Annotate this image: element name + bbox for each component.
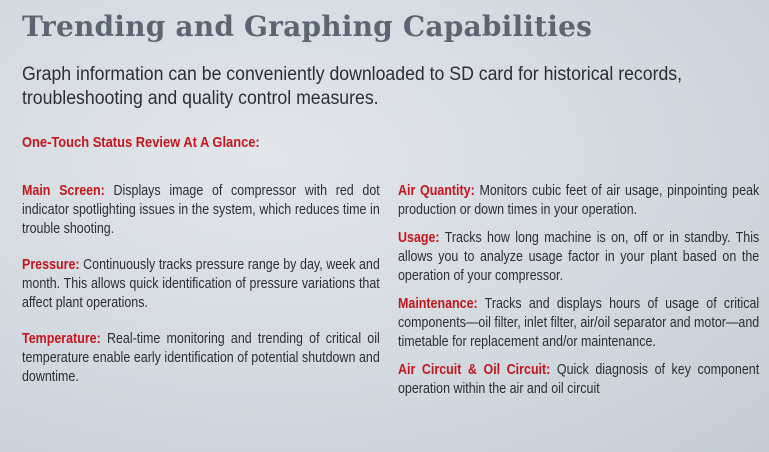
intro-paragraph: Graph information can be conveniently downloaded to SD card for historical records, troubleshooting and quality control measures. xyxy=(22,64,683,109)
feature-description: Tracks and displays hours of usage of critical components—oil filter, inlet filter, air/oil separator and motor—and timetable for replacement and/or maintenance. xyxy=(398,296,760,350)
features-right-column xyxy=(398,182,759,408)
feature-air-quantity xyxy=(398,182,759,220)
feature-usage xyxy=(398,229,759,286)
section-subheading: One-Touch Status Review At A Glance: xyxy=(22,134,260,151)
feature-description: Quick diagnosis of key component operation within the air and oil circuit xyxy=(398,362,760,397)
feature-air-oil-circuit xyxy=(398,361,759,399)
feature-description: Real-time monitoring and trending of critical oil temperature enable early identification of potential shutdown and downtime. xyxy=(22,331,380,385)
page-title: Trending and Graphing Capabilities xyxy=(22,10,593,43)
feature-label: Main Screen: xyxy=(22,183,105,199)
feature-pressure xyxy=(22,256,380,313)
feature-description: Displays image of compressor with red dot indicator spotlighting issues in the system, which reduces time in trouble shooting. xyxy=(22,183,380,237)
features-left-column xyxy=(22,182,380,404)
feature-description: Tracks how long machine is on, off or in standby. This allows you to analyze usage factor in your plant based on the operation of your compressor. xyxy=(398,230,760,284)
feature-temperature xyxy=(22,330,380,387)
feature-description: Monitors cubic feet of air usage, pinpointing peak production or down times in your operation. xyxy=(398,183,760,218)
feature-description: Continuously tracks pressure range by day, week and month. This allows quick identification of pressure variations that affect plant operations. xyxy=(22,257,380,311)
feature-label: Air Quantity: xyxy=(398,183,475,199)
feature-label: Usage: xyxy=(398,230,440,246)
feature-maintenance xyxy=(398,295,759,352)
feature-label: Air Circuit & Oil Circuit: xyxy=(398,362,551,378)
feature-label: Pressure: xyxy=(22,257,80,273)
feature-label: Temperature: xyxy=(22,331,101,347)
feature-label: Maintenance: xyxy=(398,296,478,312)
feature-main-screen xyxy=(22,182,380,239)
